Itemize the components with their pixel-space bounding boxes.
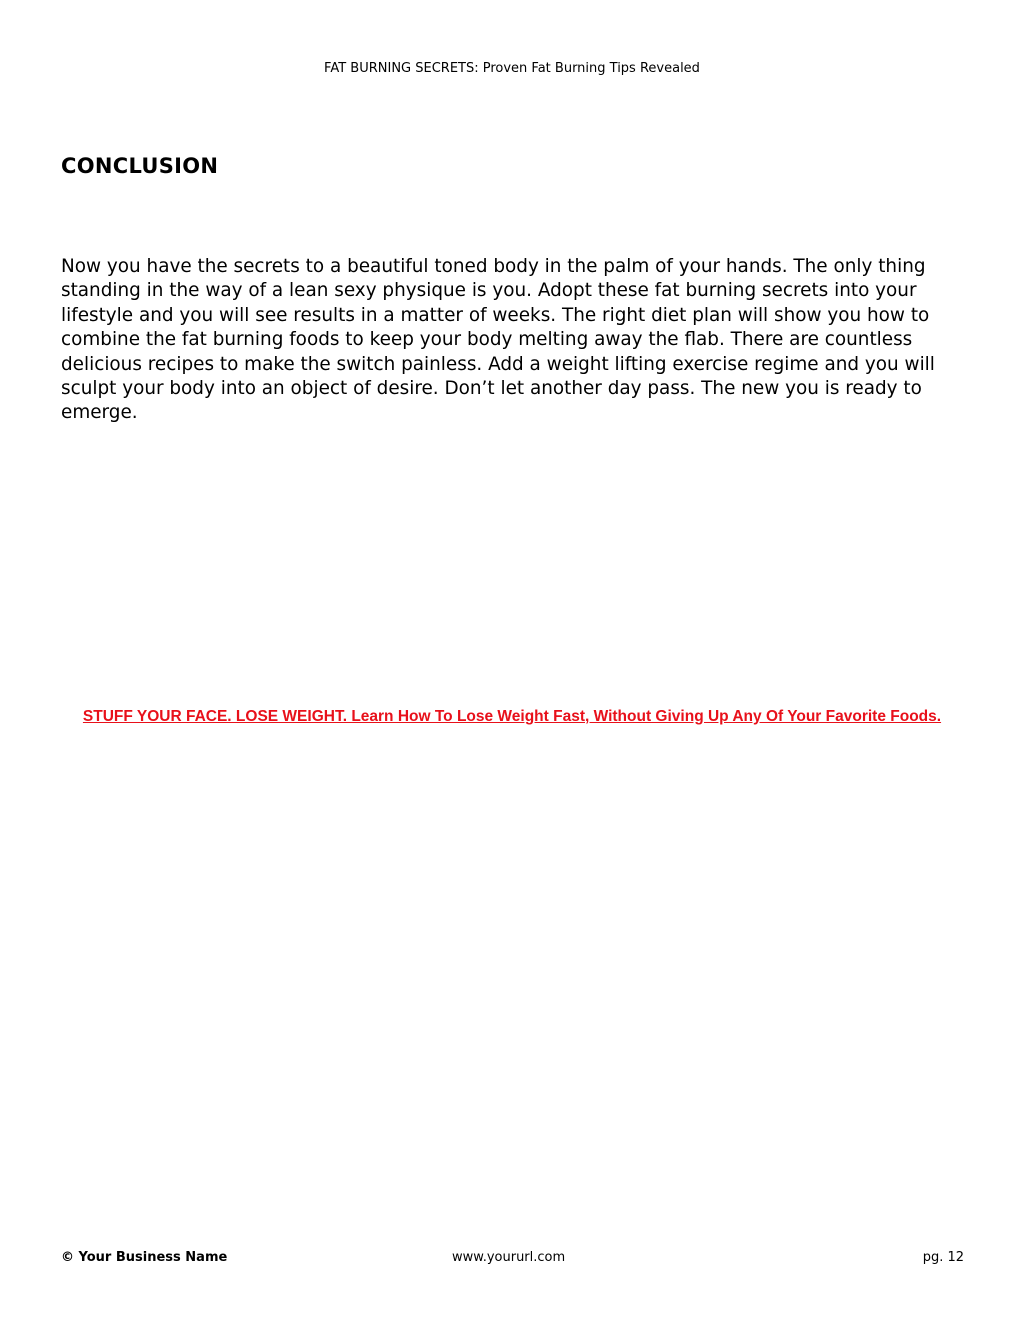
section-heading: CONCLUSION — [61, 154, 219, 178]
footer-url[interactable]: www.yoururl.com — [452, 1250, 566, 1265]
footer-page-number: pg. 12 — [922, 1250, 964, 1265]
page-header — [0, 61, 1024, 77]
promo-link[interactable]: STUFF YOUR FACE. LOSE WEIGHT. Learn How To Lose Weight Fast, Without Giving Up Any Of Your Favorite Foods. — [82, 708, 942, 725]
conclusion-paragraph: Now you have the secrets to a beautiful toned body in the palm of your hands. The only thing standing in the way of a lean sexy physique is you. Adopt these fat burning secrets into your lifestyle and you will see results in a matter of weeks. The right diet plan will show you how to combine the fat burning foods to keep your body melting away the flab. There are countless delicious recipes to make the switch painless. Add a weight lifting exercise regime and you will sculpt your body into an object of desire. Don’t let another day pass. The new you is ready to emerge. — [61, 256, 935, 424]
document-title: FAT BURNING SECRETS: Proven Fat Burning Tips Revealed — [324, 61, 700, 76]
footer-business-name: © Your Business Name — [61, 1250, 228, 1265]
page-footer — [61, 1249, 964, 1267]
